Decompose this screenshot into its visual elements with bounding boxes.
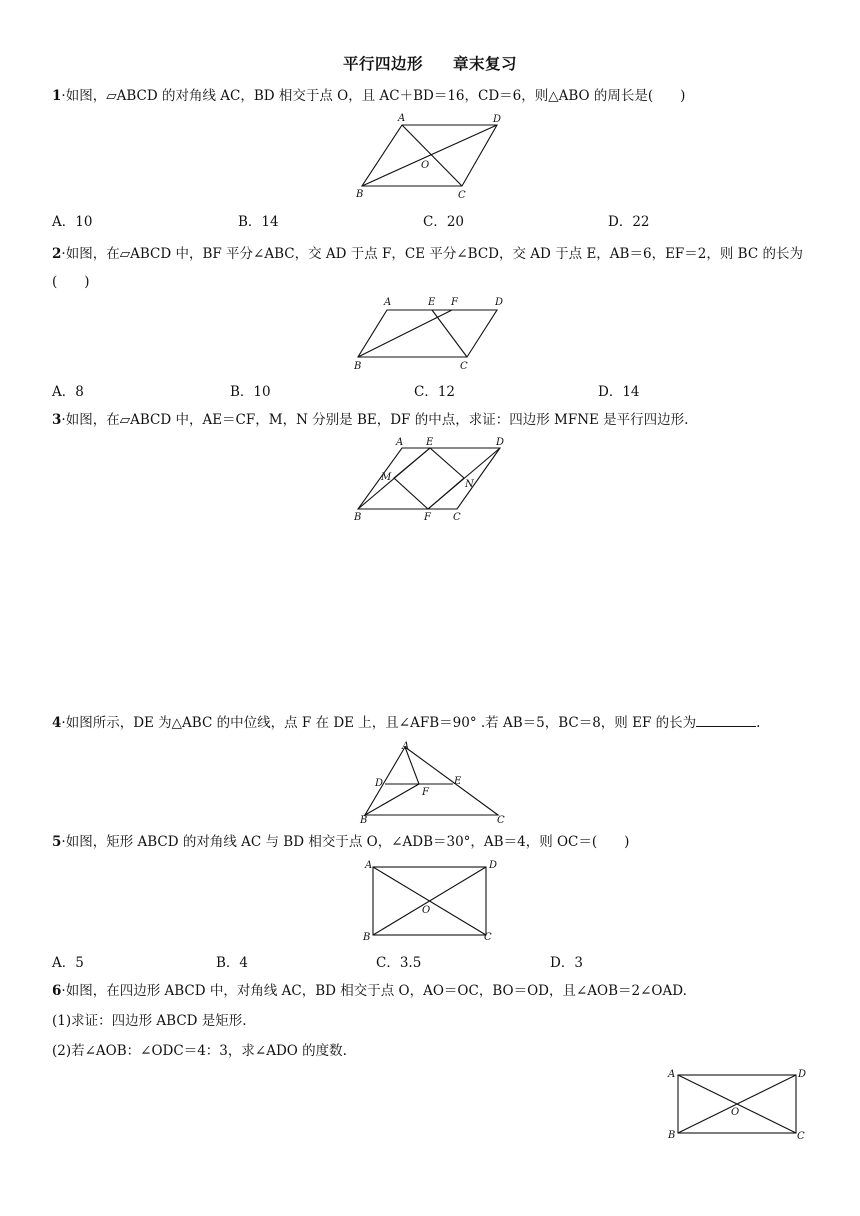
question-2 [52,240,812,296]
parallelogram-abcd [358,448,500,509]
question-5 [52,832,629,852]
label-d: D [375,778,384,789]
question-3 [52,410,688,430]
page-title [0,52,860,74]
option-b[interactable]: B．10 [230,384,271,400]
question-number: 2 [52,246,62,262]
label-c: C [797,1131,805,1142]
label-a: A [396,437,404,448]
option-a[interactable]: A．5 [52,955,84,971]
triangle-abc [365,747,498,815]
title-left: 平行四边形 [342,55,423,73]
figure-q1-parallelogram [340,110,520,202]
label-b: B [354,361,362,372]
label-b: B [668,1130,676,1141]
question-text: ·如图，在四边形 ABCD 中，对角线 AC，BD 相交于点 O，AO＝OC，BO＝OD，且∠AOB＝2∠OAD. [61,983,687,999]
label-a: A [384,297,392,308]
label-b: B [360,815,368,826]
option-c[interactable]: C．12 [414,384,456,400]
question-number: 6 [52,983,62,999]
question-6-part-1: (1)求证：四边形 ABCD 是矩形. [52,1013,247,1029]
option-a[interactable]: A．10 [52,214,93,230]
label-d: D [493,114,502,125]
parallelogram-abcd [358,310,497,357]
label-o: O [421,160,430,171]
label-c: C [453,512,461,523]
label-c: C [460,361,468,372]
option-b[interactable]: B．14 [238,214,279,230]
figure-q6-rectangle [665,1064,815,1148]
question-1 [52,86,685,106]
label-a: A [365,860,373,871]
question-text: ·如图，在▱ABCD 中，AE＝CF，M，N 分别是 BE，DF 的中点，求证：四边形 MFNE 是平行四边形. [61,412,689,428]
label-d: D [489,860,498,871]
label-f: F [451,297,458,308]
label-o: O [422,905,431,916]
label-a: A [668,1069,676,1080]
question-number: 3 [52,412,62,428]
label-b: B [356,189,364,200]
question-4 [52,712,760,733]
question-number: 5 [52,834,62,850]
question-end: . [756,715,761,731]
label-b: B [363,932,371,943]
question-text: ·如图所示，DE 为△ABC 的中位线，点 F 在 DE 上，且∠AFB＝90° .若 AB＝5，BC＝8，则 EF 的长为 [61,715,697,731]
label-n: N [465,479,474,490]
figure-q2-parallelogram [350,293,520,373]
label-d: D [798,1069,807,1080]
label-e: E [426,437,434,448]
question-text: ·如图，▱ABCD 的对角线 AC，BD 相交于点 O，且 AC＋BD＝16，CD＝6，则△ABO 的周长是( ) [61,88,686,104]
label-b: B [354,512,362,523]
option-d[interactable]: D．3 [550,955,583,971]
label-e: E [454,776,462,787]
label-c: C [458,190,466,201]
label-a: A [398,113,406,124]
label-f: F [424,512,431,523]
option-d[interactable]: D．14 [598,384,640,400]
question-number: 1 [52,88,62,104]
figure-q5-rectangle [360,857,500,945]
label-d: D [495,297,504,308]
title-right: 章末复习 [453,55,518,73]
bisector-ce [432,310,467,357]
figure-q4-triangle [360,737,520,825]
label-m: M [381,472,392,483]
option-d[interactable]: D．22 [608,214,650,230]
segments-bf-fa [365,747,419,815]
question-number: 4 [52,715,62,731]
label-a: A [402,741,410,752]
diagonal-ac [402,125,462,186]
option-c[interactable]: C．3.5 [376,955,422,971]
label-e: E [428,297,436,308]
label-f: F [422,787,429,798]
quadrilateral-mfne [394,448,464,509]
label-o: O [731,1107,740,1118]
label-c: C [497,815,505,826]
figure-q3-parallelogram [350,435,520,527]
label-d: D [496,437,505,448]
label-c: C [484,932,492,943]
question-text: ·如图，在▱ABCD 中，BF 平分∠ABC，交 AD 于点 F，CE 平分∠BCD，交 AD 于点 E，AB＝6，EF＝2，则 BC 的长为( ) [52,246,803,290]
option-b[interactable]: B．4 [216,955,249,971]
option-a[interactable]: A．8 [52,384,84,400]
answer-blank[interactable] [696,712,756,727]
question-6-part-2: (2)若∠AOB：∠ODC＝4：3，求∠ADO 的度数. [52,1043,347,1059]
question-text: ·如图，矩形 ABCD 的对角线 AC 与 BD 相交于点 O，∠ADB＝30°，AB＝4，则 OC＝( ) [61,834,630,850]
option-c[interactable]: C．20 [423,214,465,230]
question-6 [52,981,687,1001]
